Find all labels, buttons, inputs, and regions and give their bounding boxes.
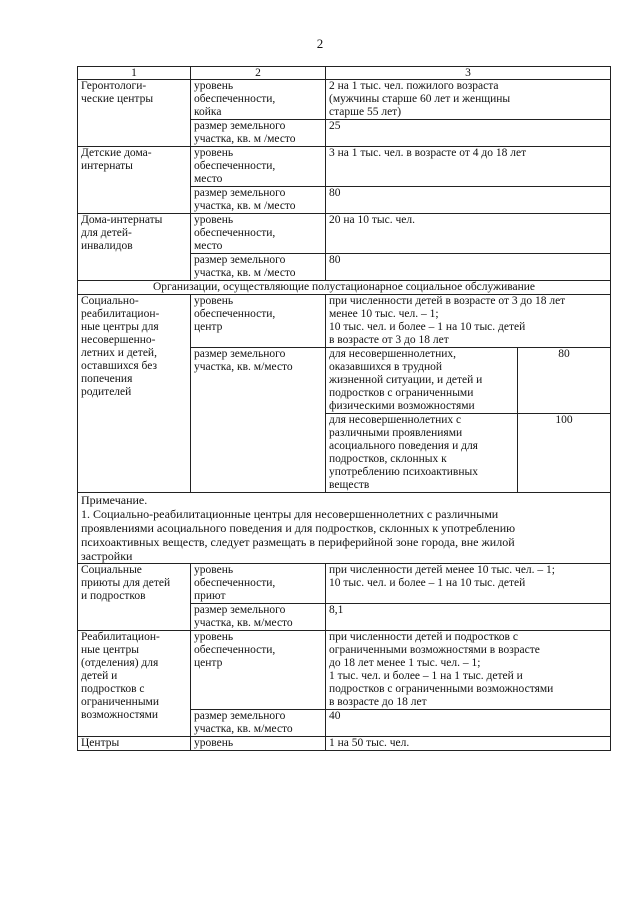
facility-name: Социальные приюты для детей и подростков (78, 564, 191, 631)
sub-category-value: 100 (518, 414, 611, 493)
indicator-value: 25 (326, 120, 611, 147)
indicator-value: 20 на 10 тыс. чел. (326, 214, 611, 254)
section-row (78, 281, 611, 295)
table-row (78, 564, 611, 604)
indicator-label: уровень (191, 737, 326, 751)
indicator-label: размер земельного участка, кв. м /место (191, 120, 326, 147)
standards-table (77, 66, 611, 751)
table-row (78, 737, 611, 751)
indicator-value: 8,1 (326, 604, 611, 631)
indicator-label: размер земельного участка, кв. м /место (191, 254, 326, 281)
sub-category: для несовершеннолетних с различными проявлениями асоциального поведения и для подростков, склонных к употреблению психоактивных веществ (326, 414, 518, 493)
table-row (78, 631, 611, 710)
indicator-label: уровень обеспеченности, место (191, 214, 326, 254)
indicator-label: размер земельного участка, кв. м/место (191, 348, 326, 493)
indicator-label: уровень обеспеченности, центр (191, 295, 326, 348)
header-col-3: 3 (326, 67, 611, 80)
table-row (78, 214, 611, 254)
indicator-value: при численности детей и подростков с ограниченными возможностями в возрасте до 18 лет менее 1 тыс. чел. – 1; 1 тыс. чел. и более – 1 на 1 тыс. детей и подростков с ограниченными возможностями в возрасте до 18 лет (326, 631, 611, 710)
facility-name: Детские дома- интернаты (78, 147, 191, 214)
header-col-1: 1 (78, 67, 191, 80)
indicator-value: при численности детей в возрасте от 3 до 18 лет менее 10 тыс. чел. – 1; 10 тыс. чел. и более – 1 на 10 тыс. детей в возрасте от 3 до 18 лет (326, 295, 611, 348)
indicator-label: размер земельного участка, кв. м/место (191, 710, 326, 737)
indicator-label: уровень обеспеченности, центр (191, 631, 326, 710)
indicator-value: 40 (326, 710, 611, 737)
page-number: 2 (316, 36, 324, 51)
table-row (78, 147, 611, 187)
note-row (78, 493, 611, 564)
sub-category: для несовершеннолетних, оказавшихся в трудной жизненной ситуации, и детей и подростков с ограниченными физическими возможностями (326, 348, 518, 414)
facility-name: Центры (78, 737, 191, 751)
facility-name: Реабилитацион- ные центры (отделения) для детей и подростков с ограниченными возможностями (78, 631, 191, 737)
note-text: Примечание. 1. Социально-реабилитационные центры для несовершеннолетних с различными проявлениями асоциального поведения и для подростков, склонных к употреблению психоактивных веществ, следует размещать в периферийной зоне города, вне жилой застройки (78, 493, 611, 564)
indicator-label: размер земельного участка, кв. м/место (191, 604, 326, 631)
indicator-value: 2 на 1 тыс. чел. пожилого возраста (мужчины старше 60 лет и женщины старше 55 лет) (326, 80, 611, 120)
facility-name: Геронтологи- ческие центры (78, 80, 191, 147)
indicator-value: 3 на 1 тыс. чел. в возрасте от 4 до 18 лет (326, 147, 611, 187)
indicator-label: уровень обеспеченности, койка (191, 80, 326, 120)
section-title: Организации, осуществляющие полустационарное социальное обслуживание (78, 281, 611, 295)
header-col-2: 2 (191, 67, 326, 80)
table-row (78, 295, 611, 348)
sub-category-value: 80 (518, 348, 611, 414)
indicator-value: 80 (326, 187, 611, 214)
table-header-row (78, 67, 611, 80)
facility-name: Дома-интернаты для детей- инвалидов (78, 214, 191, 281)
indicator-label: размер земельного участка, кв. м /место (191, 187, 326, 214)
indicator-value: при численности детей менее 10 тыс. чел. – 1; 10 тыс. чел. и более – 1 на 10 тыс. детей (326, 564, 611, 604)
facility-name: Социально- реабилитацион- ные центры для несовершенно- летних и детей, оставшихся без попечения родителей (78, 295, 191, 493)
indicator-label: уровень обеспеченности, приют (191, 564, 326, 604)
indicator-value: 80 (326, 254, 611, 281)
indicator-value: 1 на 50 тыс. чел. (326, 737, 611, 751)
indicator-label: уровень обеспеченности, место (191, 147, 326, 187)
table-row (78, 80, 611, 120)
